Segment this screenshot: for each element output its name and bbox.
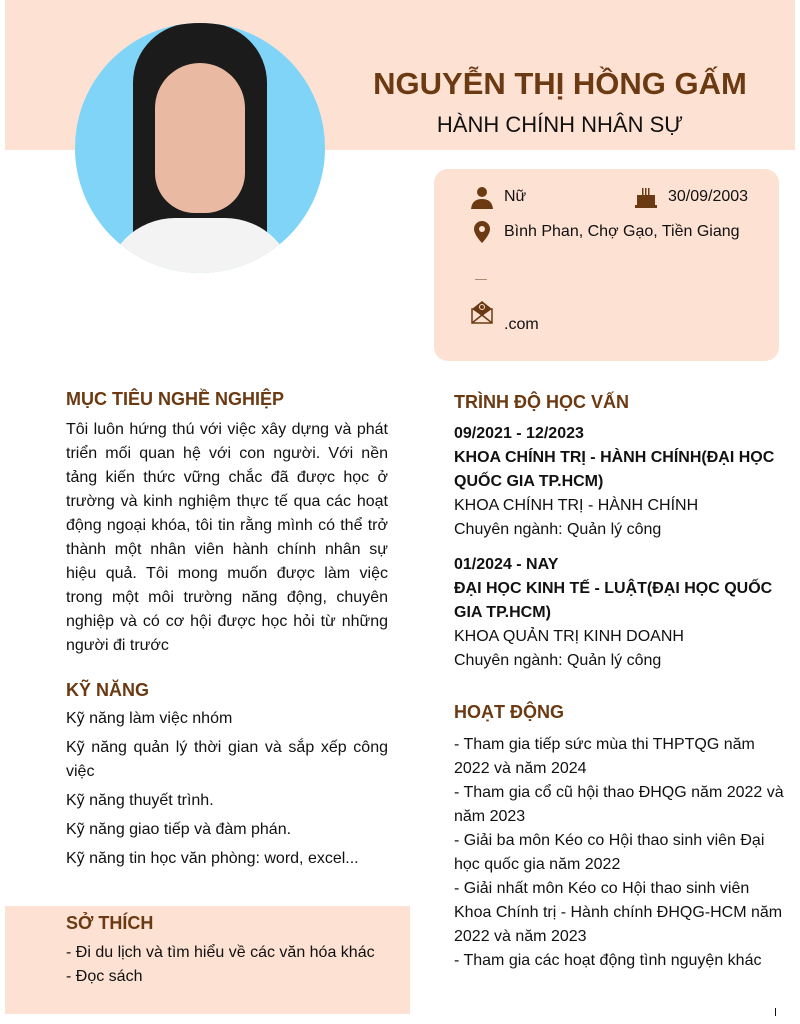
activity-item: - Giải ba môn Kéo co Hội thao sinh viên Đại học quốc gia năm 2022 (454, 832, 765, 873)
skill-item: Kỹ năng làm việc nhóm (66, 710, 233, 727)
gender: Nữ (504, 188, 527, 205)
activity-item: - Tham gia cổ cũ hội thao ĐHQG năm 2022 và năm 2023 (454, 784, 784, 825)
activities-list (454, 733, 784, 973)
hobbies-heading: SỞ THÍCH (66, 913, 154, 933)
objective-heading: MỤC TIÊU NGHỀ NGHIỆP (66, 389, 285, 409)
skill-item: Kỹ năng tin học văn phòng: word, excel... (66, 850, 359, 867)
education-faculty: KHOA CHÍNH TRỊ - HÀNH CHÍNH (454, 497, 699, 514)
email: .com (504, 316, 539, 333)
objective-text: Tôi luôn hứng thú với việc xây dựng và phát triển mối quan hệ với con người. Với nền tảng kiến thức vững chắc đã được học ở trường và kinh nghiệm thực tế qua các hoạt động ngoại khóa, tôi tin rằng mình có thể trở thành một nhân viên hành chính nhân sự hiệu quả. Tôi mong muốn được làm việc trong một môi trường năng động, chuyên nghiệp và có cơ hội được học hỏi từ những người đi trước (66, 421, 388, 654)
job-title: HÀNH CHÍNH NHÂN SỰ (436, 112, 684, 137)
education-heading: TRÌNH ĐỘ HỌC VẤN (454, 392, 629, 412)
skill-item: Kỹ năng quản lý thời gian và sắp xếp công việc (66, 739, 388, 780)
activities-heading: HOẠT ĐỘNG (454, 702, 564, 722)
candidate-name: NGUYỄN THỊ HỒNG GẤM (373, 66, 747, 101)
education-entry (454, 422, 784, 542)
education-period: 09/2021 - 12/2023 (454, 425, 584, 442)
skill-item: Kỹ năng thuyết trình. (66, 792, 214, 809)
education-school: ĐẠI HỌC KINH TẾ - LUẬT(ĐẠI HỌC QUỐC GIA TP.HCM) (454, 580, 773, 621)
education-school: KHOA CHÍNH TRỊ - HÀNH CHÍNH(ĐẠI HỌC QUỐC GIA TP.HCM) (454, 449, 775, 490)
birthday: 30/09/2003 (668, 188, 749, 205)
page-edge-mark (775, 1008, 776, 1016)
activity-item: - Tham gia các hoạt động tình nguyện khác (454, 952, 762, 969)
education-major: Chuyên ngành: Quản lý công (454, 652, 662, 669)
skills-list (66, 707, 388, 871)
phone-icon-placeholder (475, 279, 487, 280)
person-icon (470, 185, 494, 209)
birthday-cake-icon (634, 185, 658, 209)
activity-item: - Giải nhất môn Kéo co Hội thao sinh viên Khoa Chính trị - Hành chính ĐHQG-HCM năm 2022 và năm 2023 (454, 880, 783, 945)
education-list (454, 422, 784, 673)
address: Bình Phan, Chợ Gạo, Tiền Giang (504, 223, 740, 240)
education-period: 01/2024 - NAY (454, 556, 559, 573)
hobby-item: - Đọc sách (66, 968, 143, 985)
profile-photo (75, 23, 325, 273)
education-entry (454, 553, 784, 673)
email-icon (470, 300, 494, 324)
location-pin-icon (470, 220, 494, 244)
education-faculty: KHOA QUẢN TRỊ KINH DOANH (454, 628, 684, 645)
skill-item: Kỹ năng giao tiếp và đàm phán. (66, 821, 292, 838)
hobbies-list (66, 941, 406, 989)
activity-item: - Tham gia tiếp sức mùa thi THPTQG năm 2022 và năm 2024 (454, 736, 755, 777)
contact-panel (434, 169, 779, 361)
skills-heading: KỸ NĂNG (66, 680, 150, 700)
education-major: Chuyên ngành: Quản lý công (454, 521, 662, 538)
hobby-item: - Đi du lịch và tìm hiểu về các văn hóa khác (66, 944, 375, 961)
